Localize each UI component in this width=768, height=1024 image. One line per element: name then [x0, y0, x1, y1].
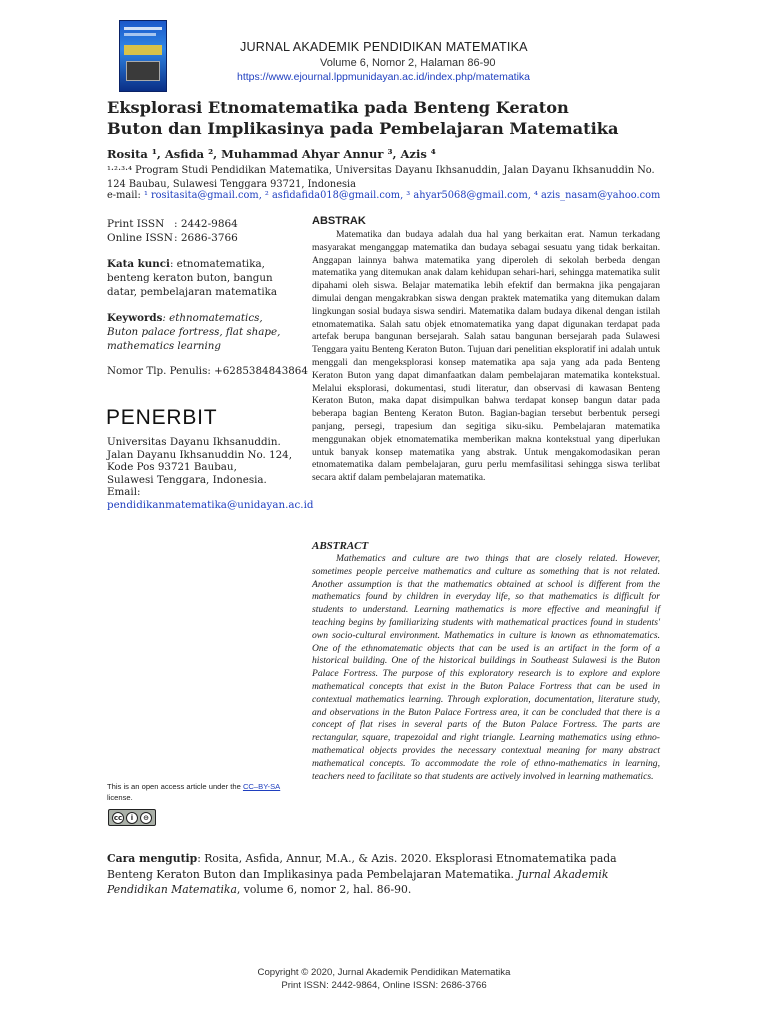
kata-kunci: Kata kunci: etnomatematika, benteng keraton buton, bangun datar, pembelajaran matematika — [107, 258, 278, 298]
publisher-email-link[interactable]: pendidikanmatematika@unidayan.ac.id — [107, 498, 314, 511]
footer-copyright: Copyright © 2020, Jurnal Akademik Pendidikan Matematika — [257, 967, 511, 978]
journal-cover-thumbnail — [119, 20, 167, 92]
journal-title: JURNAL AKADEMIK PENDIDIKAN MATEMATIKA — [240, 40, 528, 54]
author-phone: Nomor Tlp. Penulis: +6285384843864 — [107, 365, 308, 377]
abstrak-text: Matematika dan budaya adalah dua hal yang berkaitan erat. Namun terkadang masyarakat menganggap matematika dan budaya sebagai sesuatu yang tidak berkaitan. Anggapan lainnya bahwa matematika yang diperoleh di sekolah berbeda dengan matematika yang ditemukan anak dalam kehidupan sehari-hari, sehingga matematika sulit dipahami oleh siswa. Belajar matematika lebih efektif dan bermakna jika pengajaran dimulai dengan mengakrabkan siswa dengan praktek matematika yang ditemukan dalam lingkungan sosial budaya siswa sendiri. Matematika dalam budaya dikenal dengan istilah etnomatematika. Salah satu objek etnomatematika yang dapat digunakan terdapat pada artefak berupa bangunan bersejarah. Salah satau bangunan bersejarah pada Sulawesi Tenggara yaitu Benteng Keraton Buton. Tujuan dari penelitian eksploratif ini adalah untuk menggali dan mengeksplorasi konsep matematika apa saja yang ada pada Benteng Keraton Buton yang dapat dimanfaatkan dalam pembelajaran matematika kontekstual. Melalui eksplorasi, dokumentasi, studi literatur, dan observasi di kawasan Benteng Keraton Buton, maka dapat disimpulkan bahwa terdapat konsep bangun datar pada beberapa bagian Benteng Keraton Buton. Bagian-bagian tersebut berbentuk persegi panjang, persegi, trapesium dan segitiga siku-siku. Pembelajaran matematika menggunakan objek etnomatematika memberikan makna kontekstual yang diperlukan untuk banyak konsep matematika yang abstrak. Untuk mengakomodasikan peran etnomatematika dalam pembelajaran, guru perlu memfasilitasi sehingga siswa terlibat secara aktif dalam pembelajaran matematika. — [312, 229, 660, 484]
abstrak-heading: ABSTRAK — [312, 215, 366, 227]
affiliation: ¹·²·³·⁴ Program Studi Pendidikan Matematika, Universitas Dayanu Ikhsanuddin, Jalan Dayanu Ikhsanuddin No. 124 Baubau, Sulawesi Tenggara 93721, Indonesia — [107, 165, 655, 190]
abstract-text: Mathematics and culture are two things that are closely related. However, sometimes people perceive mathematics and culture as something that is not related. Another assumption is that the mathematics obtained at school is different from the mathematics found by children in everyday life, so that mathematics is difficult for students to understand. Learning mathematics is more effective and meaningful if teaching begins by familiarizing students with mathematical practices found in students' own socio-cultural environment. Mathematics in culture is known as ethnomatematics. One of the ethnomatematic objects that can be used is an artifact in the form of a historical building. One of the historical buildings in Southeast Sulawesi is the Buton Palace Fortress. The purpose of this exploratory research is to explore and explore mathematical concepts that exist in the Buton Palace Fortress that can be used in contextual mathematics learning. Through exploration, documentation, literature study, and observations in the Buton Palace Fortress area, it can be concluded that there is a concept of flat rises in several parts of the Buton Palace Fortress. The parts are rectangular, square, trapezoidal and right triangle. Learning mathematics using ethno-mathematical objects provides the necessary contextual meaning for many abstract mathematical concepts. To accommodate the role of ethno-mathematics in learning, teachers need to facilitate so that students are actively involved in learning mathematics. — [312, 553, 660, 782]
license-note: This is an open access article under the CC–BY-SA license. — [107, 782, 281, 802]
publisher-heading: PENERBIT — [106, 406, 218, 429]
email-links[interactable]: ¹ rositasita@gmail.com, ² asfidafida018@gmail.com, ³ ahyar5068@gmail.com, ⁴ azis_nasam@yahoo.com — [143, 190, 661, 201]
keywords: Keywords: ethnomatematics, Buton palace fortress, flat shape, mathematics learning — [107, 312, 281, 352]
issn-info: Print ISSN : 2442-9864 Online ISSN: 2686-3766 — [107, 218, 238, 244]
publisher-address: Universitas Dayanu Ikhsanuddin. Jalan Dayanu Ikhsanuddin No. 124, Kode Pos 93721 Baubau, Sulawesi Tenggara, Indonesia. Email: pendidikanmatematika@unidayan.ac.id — [107, 436, 314, 511]
authors: Rosita ¹, Asfida ², Muhammad Ahyar Annur ³, Azis ⁴ — [107, 147, 436, 161]
page-footer — [0, 967, 768, 992]
footer-issn: Print ISSN: 2442-9864, Online ISSN: 2686-3766 — [281, 979, 487, 991]
journal-url-link[interactable]: https://www.ejournal.lppmunidayan.ac.id/index.php/matematika — [237, 71, 530, 83]
abstract-heading: ABSTRACT — [312, 540, 369, 552]
cc-license-icon[interactable]: cc i ⊖ — [108, 809, 156, 826]
citation: Cara mengutip: Rosita, Asfida, Annur, M.A., & Azis. 2020. Eksplorasi Etnomatematika pada Benteng Keraton Buton dan Implikasinya pada Pembelajaran Matematika. Jurnal Akademik Pendidikan Matematika, volume 6, nomor 2, hal. 86-90. — [107, 852, 617, 896]
article-title: Eksplorasi Etnomatematika pada Benteng Keraton Buton dan Implikasinya pada Pembelajaran Matematika — [107, 98, 619, 138]
cc-by-sa-link[interactable]: CC–BY-SA — [242, 782, 281, 791]
author-emails: e-mail: ¹ rositasita@gmail.com, ² asfidafida018@gmail.com, ³ ahyar5068@gmail.com, ⁴ azis_nasam@yahoo.com — [107, 190, 661, 201]
